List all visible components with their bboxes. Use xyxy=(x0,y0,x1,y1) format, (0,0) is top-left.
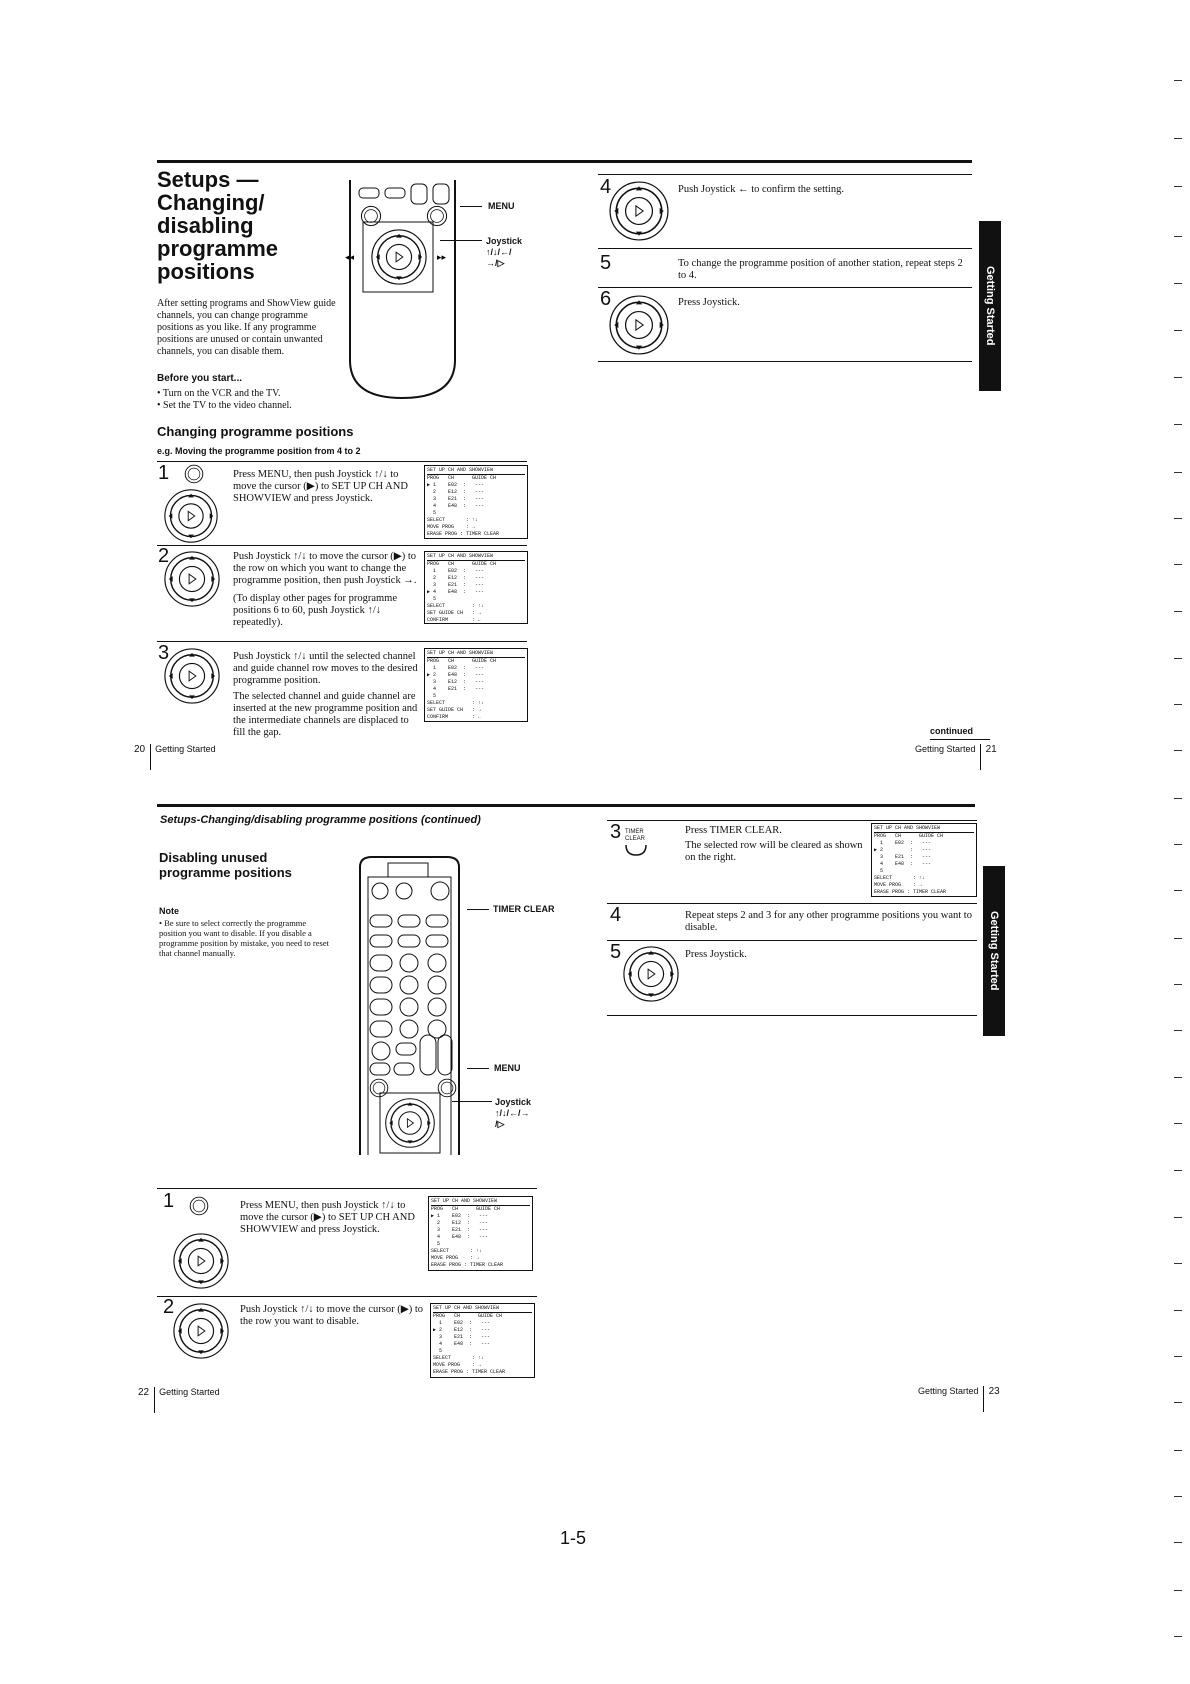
timer-clear-button-label: TIMER CLEAR xyxy=(625,829,646,842)
osd-row: MOVE PROG : → xyxy=(874,882,923,888)
osd-row: 5 xyxy=(431,1241,441,1247)
remote-illustration xyxy=(352,855,467,1155)
osd-row: MOVE PROG : → xyxy=(427,524,476,530)
page-number: 1-5 xyxy=(560,1528,587,1548)
step-number: 3 xyxy=(610,821,622,843)
joystick-icon xyxy=(163,550,221,608)
side-tab: Getting Started xyxy=(983,866,1005,1036)
list-item: • Set the TV to the video channel. xyxy=(157,400,292,411)
osd-row: 4 E48 : --- xyxy=(427,503,485,509)
osd-row: 1 E02 : --- xyxy=(433,1320,491,1326)
osd-row: PROG CH GUIDE CH xyxy=(427,658,497,664)
step-number: 1 xyxy=(163,1190,175,1212)
step-text: Press Joystick. xyxy=(678,297,740,308)
osd-row: 1 E02 : --- xyxy=(427,568,485,574)
timer-clear-button-icon xyxy=(624,843,648,857)
osd-row: 2 E12 : --- xyxy=(427,575,485,581)
osd-row: 5 xyxy=(427,693,437,699)
osd-row: 4 E21 : --- xyxy=(427,686,485,692)
osd-screen xyxy=(424,551,528,624)
osd-row: ▶ 1 E02 : --- xyxy=(427,482,485,488)
osd-screen xyxy=(430,1303,535,1378)
osd-row: 2 E12 : --- xyxy=(427,489,485,495)
list-item: • Turn on the VCR and the TV. xyxy=(157,388,281,399)
osd-row: MOVE PROG : → xyxy=(433,1362,482,1368)
osd-row: 3 E21 : --- xyxy=(427,496,485,502)
footer-right: Getting Started 21 xyxy=(915,744,997,770)
step-number: 4 xyxy=(600,176,612,198)
step-text: Press Joystick. xyxy=(685,949,747,960)
osd-row: PROG CH GUIDE CH xyxy=(433,1313,503,1319)
osd-row: SET GUIDE CH : → xyxy=(427,610,482,616)
osd-row: SELECT : ↑↓ xyxy=(874,875,926,881)
osd-row: 5 xyxy=(427,510,437,516)
joystick-icon xyxy=(163,488,219,544)
menu-button-icon xyxy=(188,1195,210,1217)
osd-row: PROG CH GUIDE CH xyxy=(427,475,497,481)
step-text: Push Joystick ↑/↓ to move the cursor (▶) to the row on which you want to change the programme position, then push Joystick →. (To display other pages for programme positions 6 to 60, push Joystick ↑/↓ repeatedly). xyxy=(233,551,417,628)
osd-row: SET UP CH AND SHOWVIEW xyxy=(427,467,525,475)
step-number: 3 xyxy=(158,642,170,664)
step-text: Push Joystick ← to confirm the setting. xyxy=(678,184,844,195)
step-number: 4 xyxy=(610,904,622,926)
step-number: 5 xyxy=(610,941,622,963)
osd-row: SET UP CH AND SHOWVIEW xyxy=(431,1198,530,1206)
remote-illustration xyxy=(345,180,460,402)
osd-screen xyxy=(871,823,977,897)
svg-text:◂◂: ◂◂ xyxy=(345,252,355,262)
osd-screen xyxy=(424,648,528,722)
footer-right: Getting Started 23 xyxy=(918,1386,1000,1412)
osd-row: MOVE PROG : → xyxy=(431,1255,480,1261)
step-number: 2 xyxy=(158,545,170,567)
osd-row: 4 E48 : --- xyxy=(874,861,932,867)
timer-clear-label: TIMER CLEAR xyxy=(493,904,555,914)
osd-row: SELECT : ↑↓ xyxy=(427,700,485,706)
joystick-icon xyxy=(608,294,670,356)
menu-label: MENU xyxy=(488,201,515,211)
osd-row: ERASE PROG : TIMER CLEAR xyxy=(433,1369,506,1375)
osd-row: ▶ 2 : --- xyxy=(874,847,932,853)
osd-row: SET GUIDE CH : → xyxy=(427,707,482,713)
osd-row: ▶ 2 E48 : --- xyxy=(427,672,485,678)
joystick-icon xyxy=(163,647,221,705)
step-number: 1 xyxy=(158,462,170,484)
osd-row: PROG CH GUIDE CH xyxy=(874,833,944,839)
osd-row: ▶ 2 E12 : --- xyxy=(433,1327,491,1333)
osd-row: ERASE PROG : TIMER CLEAR xyxy=(427,531,500,537)
step-number: 6 xyxy=(600,288,612,310)
step-text: Press MENU, then push Joystick ↑/↓ to move the cursor (▶) to SET UP CH AND SHOWVIEW and press Joystick. xyxy=(233,469,408,504)
step-text: Push Joystick ↑/↓ until the selected channel and guide channel row moves to the desired programme position. The selected channel and guide channel are inserted at the new programme position and the intermediate channels are displaced to fill the gap. xyxy=(233,651,418,738)
joystick-label: Joystick ↑/↓/←/ →/▷ xyxy=(486,236,523,268)
svg-text:▸▸: ▸▸ xyxy=(437,252,447,262)
osd-row: CONFIRM : ← xyxy=(427,617,482,623)
section-heading: Disabling unused programme positions xyxy=(159,850,292,880)
osd-row: ▶ 1 E02 : --- xyxy=(431,1213,489,1219)
osd-row: 3 E21 : --- xyxy=(431,1227,489,1233)
side-tab: Getting Started xyxy=(979,221,1001,391)
osd-row: 3 E21 : --- xyxy=(427,582,485,588)
osd-row: ERASE PROG : TIMER CLEAR xyxy=(431,1262,504,1268)
before-heading: Before you start... xyxy=(157,373,243,384)
osd-screen xyxy=(428,1196,533,1271)
joystick-icon xyxy=(172,1302,230,1360)
running-title: Setups-Changing/disabling programme positions (continued) xyxy=(160,814,481,826)
osd-row: 3 E21 : --- xyxy=(874,854,932,860)
note-text: • Be sure to select correctly the programme position you want to disable. If you disable a programme position by mistake, you need to reset that channel manually. xyxy=(159,918,329,958)
joystick-icon xyxy=(608,180,670,242)
osd-row: SELECT : ↑↓ xyxy=(427,603,485,609)
osd-row: 1 E02 : --- xyxy=(427,665,485,671)
osd-row: ▶ 4 E48 : --- xyxy=(427,589,485,595)
intro-text: After setting programs and ShowView guide channels, you can change programme positions as you like. If any programme positions are unused or contain unwanted channels, you can disable them. xyxy=(157,298,336,357)
osd-row: 5 xyxy=(874,868,884,874)
note-heading: Note xyxy=(159,906,179,916)
osd-row: SELECT : ↑↓ xyxy=(433,1355,485,1361)
step-text: Press MENU, then push Joystick ↑/↓ to move the cursor (▶) to SET UP CH AND SHOWVIEW and press Joystick. xyxy=(240,1200,415,1235)
step-text: To change the programme position of another station, repeat steps 2 to 4. xyxy=(678,258,963,281)
osd-row: CONFIRM : ← xyxy=(427,714,482,720)
osd-row: SET UP CH AND SHOWVIEW xyxy=(427,553,525,561)
footer-left: 22 Getting Started xyxy=(138,1387,220,1413)
step-number: 2 xyxy=(163,1296,175,1318)
before-list xyxy=(157,388,347,412)
osd-row: PROG CH GUIDE CH xyxy=(427,561,497,567)
joystick-icon xyxy=(622,945,680,1003)
osd-screen xyxy=(424,465,528,539)
osd-row: 3 E12 : --- xyxy=(427,679,485,685)
menu-label: MENU xyxy=(494,1063,521,1073)
step-text: Repeat steps 2 and 3 for any other programme positions you want to disable. xyxy=(685,910,972,933)
osd-row: 4 E48 : --- xyxy=(431,1234,489,1240)
osd-row: ERASE PROG : TIMER CLEAR xyxy=(874,889,947,895)
joystick-label: Joystick ↑/↓/←/→ /▷ xyxy=(495,1097,532,1129)
osd-row: 4 E48 : --- xyxy=(433,1341,491,1347)
osd-row: 2 E12 : --- xyxy=(431,1220,489,1226)
section-heading: Changing programme positions xyxy=(157,424,354,439)
osd-row: SELECT : ↑↓ xyxy=(431,1248,483,1254)
continued-label: continued xyxy=(930,726,973,736)
osd-row: 3 E21 : --- xyxy=(433,1334,491,1340)
step-number: 5 xyxy=(600,252,612,274)
osd-row: PROG CH GUIDE CH xyxy=(431,1206,501,1212)
osd-row: SET UP CH AND SHOWVIEW xyxy=(874,825,974,833)
osd-row: SELECT : ↑↓ xyxy=(427,517,479,523)
osd-row: 1 E02 : --- xyxy=(874,840,932,846)
osd-row: SET UP CH AND SHOWVIEW xyxy=(433,1305,532,1313)
footer-left: 20 Getting Started xyxy=(134,744,216,770)
osd-row: SET UP CH AND SHOWVIEW xyxy=(427,650,525,658)
step-text: Push Joystick ↑/↓ to move the cursor (▶) to the row you want to disable. xyxy=(240,1304,424,1327)
osd-row: 5 xyxy=(427,596,437,602)
joystick-icon xyxy=(172,1232,230,1290)
example-text: e.g. Moving the programme position from 4 to 2 xyxy=(157,446,361,456)
page-title: Setups — Changing/ disabling programme positions xyxy=(157,167,279,284)
menu-button-icon xyxy=(183,463,205,485)
step-text: Press TIMER CLEAR. The selected row will be cleared as shown on the right. xyxy=(685,825,863,863)
osd-row: 5 xyxy=(433,1348,443,1354)
